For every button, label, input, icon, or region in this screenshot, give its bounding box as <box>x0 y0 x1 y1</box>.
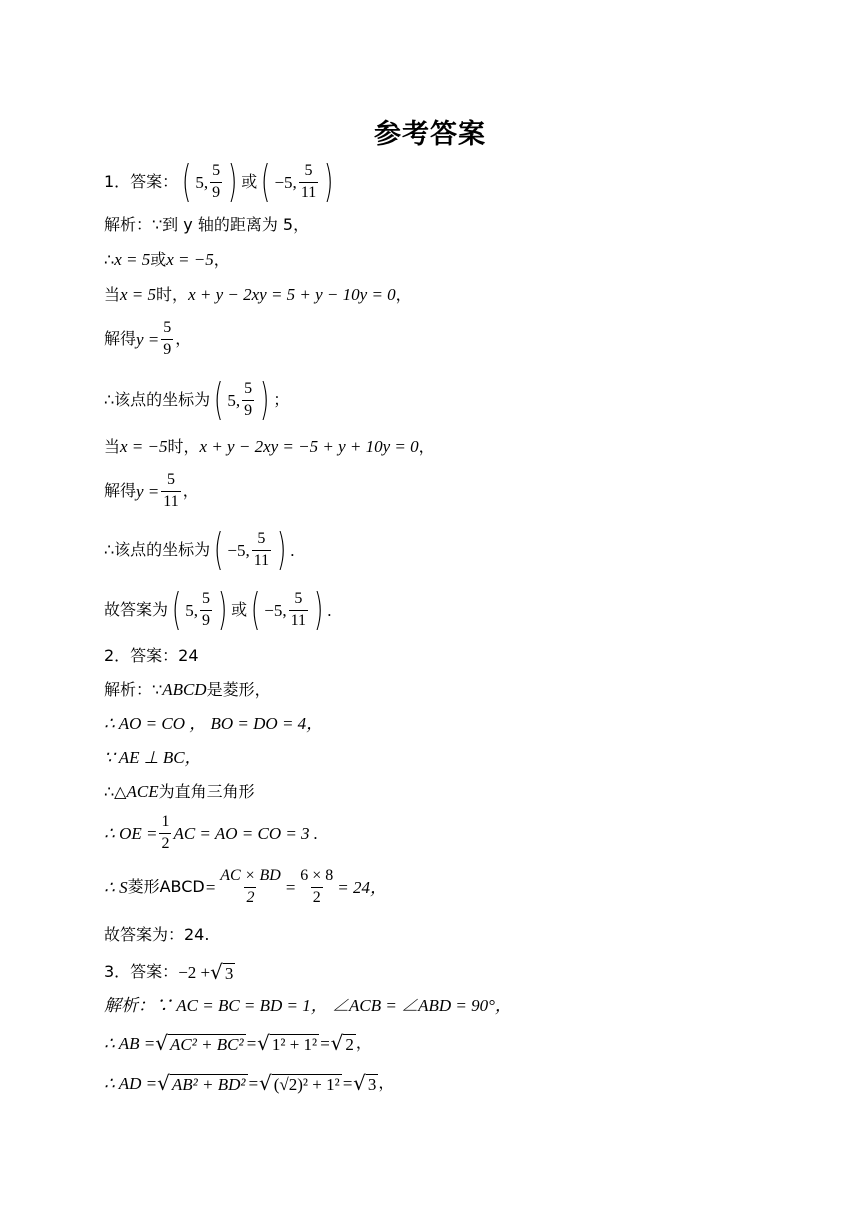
q1-heading: 1．答案： <box>104 172 179 191</box>
q3-answer-line: 3．答案： −2 + √ 3 <box>104 960 234 984</box>
q1-line-3: 当 x = 5 时， x + y − 2xy = 5 + y − 10y = 0 ， <box>104 284 412 304</box>
q2-line-3: ∵ AE ⊥ BC， <box>104 748 202 767</box>
q1-line-6: 当 x = −5 时， x + y − 2xy = −5 + y + 10y = 0 ， <box>104 436 435 456</box>
point-1: ( 5, $\frac{5}{9}$ ) <box>182 156 238 207</box>
q2-line-6: ∴ S 菱形ABCD = $\frac{AC \times BD}{2}$ = $\frac{6 \times 8}{2}$ = 24， <box>104 867 388 906</box>
q3-line-2: ∴ AB = √ AC² + BC² = √ 1² + 1² = √ 2 ， <box>104 1031 372 1055</box>
q2-line-7: 故答案为：24. <box>104 925 210 944</box>
q3-line-3: ∴ AD = √ AB² + BD² = √ (√2)² + 1² = √ 3 ， <box>104 1071 395 1095</box>
q2-line-4: ∴△ ACE 为直角三角形 <box>104 781 255 801</box>
or-word: 或 <box>241 172 258 191</box>
q1-line-1: 解析：∵到 y 轴的距离为 5， <box>104 215 310 234</box>
q1-line-9: 故答案为 ( 5, $\frac{5}{9}$ ) 或 ( −5, $\frac{5}{11}$ ) . <box>104 584 332 635</box>
q1-line-4: 解得 y = $\frac{5}{9}$ ， <box>104 319 192 358</box>
page-title: 参考答案 <box>374 119 486 150</box>
q2-heading: 2．答案：24 <box>104 646 199 665</box>
q2-line-5: ∴ OE = $\frac{1}{2}$ AC = AO = CO = 3 . <box>104 813 319 852</box>
point-2: ( −5, $\frac{5}{11}$ ) <box>261 156 334 207</box>
q1-line-8: ∴该点的坐标为 ( −5, $\frac{5}{11}$ ) . <box>104 524 295 575</box>
q1-line-2: ∴ x = 5 或 x = −5 ， <box>104 249 230 269</box>
q2-line-2: ∴ AO = CO ， BO = DO = 4， <box>104 714 324 733</box>
q1-line-5: ∴该点的坐标为 ( 5, $\frac{5}{9}$ ) ； <box>104 374 290 425</box>
q2-line-1: 解析：∵ ABCD 是菱形， <box>104 679 271 699</box>
q3-line-1: 解析：∵ AC = BC = BD = 1， ∠ACB = ∠ABD = 90°， <box>104 996 512 1015</box>
q1-answer-line <box>104 156 337 207</box>
q1-line-7: 解得 y = $\frac{5}{11}$ ， <box>104 471 199 510</box>
